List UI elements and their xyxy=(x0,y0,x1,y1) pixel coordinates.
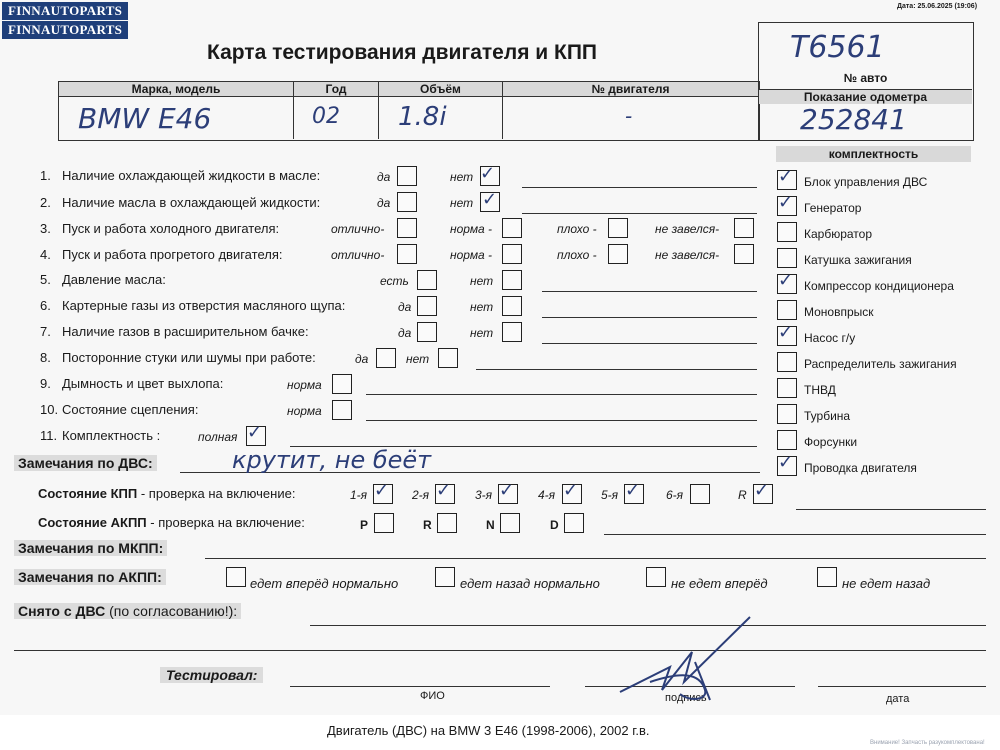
question-text: Наличие газов в расширительном бачке: xyxy=(62,324,309,339)
gear-auto-label: R xyxy=(423,518,432,532)
answer-line[interactable] xyxy=(522,187,757,188)
checkbox-q6-no[interactable] xyxy=(502,296,522,316)
gear-label: 2-я xyxy=(412,488,430,502)
remarks-auto-label: Замечания по АКПП: xyxy=(14,569,166,585)
option-excellent: отлично- xyxy=(331,222,385,236)
make-model-value[interactable]: BMW E46 xyxy=(78,102,212,135)
option-no: нет xyxy=(470,300,494,314)
completeness-item: Проводка двигателя xyxy=(804,461,917,475)
option-normal: норма xyxy=(287,404,322,418)
completeness-item: Генератор xyxy=(804,201,862,215)
question-num: 5. xyxy=(40,272,51,287)
question-num: 8. xyxy=(40,350,51,365)
removed-line[interactable] xyxy=(14,650,986,651)
answer-line[interactable] xyxy=(522,213,757,214)
gearbox-manual-label: Состояние КПП - проверка на включение: xyxy=(38,486,296,501)
checkbox-q7-no[interactable] xyxy=(502,322,522,342)
year-value[interactable]: 02 xyxy=(312,104,340,129)
gear-label: 1-я xyxy=(350,488,368,502)
removed-label: Снято с ДВС (по согласованию!): xyxy=(14,603,241,619)
checkbox-q2-yes[interactable] xyxy=(397,192,417,212)
option-yes: да xyxy=(377,196,391,210)
auto-number-header: № авто xyxy=(843,71,888,85)
option-no: нет xyxy=(406,352,430,366)
check-mark-icon: ✓ xyxy=(778,166,794,187)
completeness-item: Компрессор кондиционера xyxy=(804,279,954,293)
question-text: Состояние сцепления: xyxy=(62,402,199,417)
gearbox-line[interactable] xyxy=(796,509,986,510)
question-num: 7. xyxy=(40,324,51,339)
question-text: Давление масла: xyxy=(62,272,166,287)
answer-line[interactable] xyxy=(476,369,757,370)
option-excellent: отлично- xyxy=(331,248,385,262)
gear-auto-checkbox[interactable] xyxy=(500,513,520,533)
option-no: нет xyxy=(450,196,474,210)
question-text: Картерные газы из отверстия масляного щупа: xyxy=(62,298,346,313)
question-num: 4. xyxy=(40,247,51,262)
gear-auto-checkbox[interactable] xyxy=(374,513,394,533)
option-yes: да xyxy=(355,352,369,366)
auto-opt-checkbox[interactable] xyxy=(226,567,246,587)
question-text: Комплектность : xyxy=(62,428,161,443)
watermark: Внимание! Запчасть разукомплектована! xyxy=(870,740,985,746)
question-num: 6. xyxy=(40,298,51,313)
check-mark-icon: ✓ xyxy=(778,192,794,213)
checkbox-q5-no[interactable] xyxy=(502,270,522,290)
option-no: нет xyxy=(470,326,494,340)
checkbox-q4-normal[interactable] xyxy=(502,244,522,264)
gear-label: 6-я xyxy=(666,488,684,502)
brand-logo[interactable]: FINNAUTOPARTS xyxy=(2,2,128,20)
checkbox-q10-normal[interactable] xyxy=(332,400,352,420)
gear-auto-checkbox[interactable] xyxy=(564,513,584,533)
question-num: 11. xyxy=(40,428,58,443)
page-date: Дата: 25.06.2025 (19:06) xyxy=(897,3,978,10)
check-mark-icon: ✓ xyxy=(778,322,794,343)
gear-label: 4-я xyxy=(538,488,556,502)
gear-label: 3-я xyxy=(475,488,493,502)
option-present: есть xyxy=(380,274,409,288)
checkbox-q1-yes[interactable] xyxy=(397,166,417,186)
form-title: Карта тестирования двигателя и КПП xyxy=(207,41,598,64)
option-normal: норма - xyxy=(450,248,493,262)
completeness-item: Турбина xyxy=(804,409,851,423)
check-mark-icon: ✓ xyxy=(563,480,579,501)
check-mark-icon: ✓ xyxy=(625,480,641,501)
completeness-checkbox[interactable] xyxy=(777,430,797,450)
completeness-checkbox[interactable] xyxy=(777,248,797,268)
question-num: 9. xyxy=(40,376,51,391)
date-field-label: дата xyxy=(886,693,910,705)
fio-label: ФИО xyxy=(420,690,445,702)
gear-auto-label: P xyxy=(360,518,369,532)
option-normal: норма - xyxy=(450,222,493,236)
check-mark-icon: ✓ xyxy=(754,480,770,501)
option-normal: норма xyxy=(287,378,322,392)
volume-value[interactable]: 1.8i xyxy=(398,102,447,132)
question-num: 10. xyxy=(40,402,59,417)
gearbox-auto-line[interactable] xyxy=(604,534,986,535)
checkbox-q9-normal[interactable] xyxy=(332,374,352,394)
checkbox-q4-not-started[interactable] xyxy=(734,244,754,264)
brand-logo-secondary: FINNAUTOPARTS xyxy=(2,21,128,39)
remarks-manual-line[interactable] xyxy=(205,558,986,559)
checkbox-q4-excellent[interactable] xyxy=(397,244,417,264)
odometer-value[interactable]: 252841 xyxy=(800,103,907,136)
signature-label: подпись xyxy=(665,692,707,704)
volume-header: Объём xyxy=(379,82,502,96)
remarks-engine-value[interactable]: крутит, не беёт xyxy=(232,446,432,474)
date-line[interactable] xyxy=(818,686,986,687)
checkbox-q3-bad[interactable] xyxy=(608,218,628,238)
answer-line[interactable] xyxy=(542,317,757,318)
completeness-checkbox[interactable] xyxy=(777,404,797,424)
auto-opt-checkbox[interactable] xyxy=(817,567,837,587)
option-bad: плохо - xyxy=(557,248,597,262)
option-no: нет xyxy=(470,274,494,288)
answer-line[interactable] xyxy=(542,343,757,344)
checkbox-q8-no[interactable] xyxy=(438,348,458,368)
completeness-item: Распределитель зажигания xyxy=(804,357,957,371)
option-not-started: не завелся- xyxy=(655,248,720,262)
check-mark-icon: ✓ xyxy=(482,189,498,210)
question-num: 2. xyxy=(40,195,51,210)
completeness-header: комплектность xyxy=(776,146,971,162)
gearbox-auto-label: Состояние АКПП - проверка на включение: xyxy=(38,515,305,530)
checkbox-q3-excellent[interactable] xyxy=(397,218,417,238)
option-bad: плохо - xyxy=(557,222,597,236)
remarks-manual-label: Замечания по МКПП: xyxy=(14,540,167,556)
answer-line[interactable] xyxy=(366,420,757,421)
checkbox-q7-yes[interactable] xyxy=(417,322,437,342)
option-yes: да xyxy=(398,300,412,314)
check-mark-icon: ✓ xyxy=(778,452,794,473)
check-mark-icon: ✓ xyxy=(436,480,452,501)
question-text: Наличие масла в охлаждающей жидкости: xyxy=(62,195,321,210)
engine-number-value[interactable]: - xyxy=(625,104,633,128)
option-not-started: не завелся- xyxy=(655,222,720,236)
option-full: полная xyxy=(198,430,238,444)
completeness-item: Катушка зажигания xyxy=(804,253,912,267)
gear-label: R xyxy=(738,488,747,502)
question-text: Дымность и цвет выхлопа: xyxy=(62,376,224,391)
checkbox-q8-yes[interactable] xyxy=(376,348,396,368)
checkbox-q4-bad[interactable] xyxy=(608,244,628,264)
auto-opt-label: едет вперёд нормально xyxy=(250,576,399,591)
tested-label: Тестировал: xyxy=(160,667,263,683)
completeness-item: Насос г/у xyxy=(804,331,856,345)
year-header: Год xyxy=(294,82,378,96)
check-mark-icon: ✓ xyxy=(499,480,515,501)
completeness-checkbox[interactable] xyxy=(777,378,797,398)
remarks-engine-label: Замечания по ДВС: xyxy=(14,455,157,471)
gear-auto-checkbox[interactable] xyxy=(437,513,457,533)
completeness-checkbox[interactable] xyxy=(777,300,797,320)
signature-image xyxy=(610,612,760,707)
auto-number-value[interactable]: T6561 xyxy=(790,30,885,65)
answer-line[interactable] xyxy=(542,291,757,292)
checkbox-q5-present[interactable] xyxy=(417,270,437,290)
completeness-item: ТНВД xyxy=(804,383,836,397)
question-text: Пуск и работа холодного двигателя: xyxy=(62,221,280,236)
auto-opt-label: едет назад нормально xyxy=(460,576,600,591)
auto-opt-checkbox[interactable] xyxy=(435,567,455,587)
odometer-header: Показание одометра xyxy=(759,90,972,104)
option-no: нет xyxy=(450,170,474,184)
fio-line[interactable] xyxy=(290,686,550,687)
option-yes: да xyxy=(377,170,391,184)
check-mark-icon: ✓ xyxy=(480,163,496,184)
completeness-item: Моновпрыск xyxy=(804,305,874,319)
make-model-header: Марка, модель xyxy=(59,82,293,96)
checkbox-q3-not-started[interactable] xyxy=(734,218,754,238)
image-caption: Двигатель (ДВС) на BMW 3 E46 (1998-2006), 2002 г.в. xyxy=(327,723,650,738)
checkbox-q6-yes[interactable] xyxy=(417,296,437,316)
completeness-checkbox[interactable] xyxy=(777,352,797,372)
question-text: Посторонние стуки или шумы при работе: xyxy=(62,350,316,365)
answer-line[interactable] xyxy=(366,394,757,395)
check-mark-icon: ✓ xyxy=(778,270,794,291)
gear-label: 5-я xyxy=(601,488,619,502)
completeness-item: Форсунки xyxy=(804,435,858,449)
question-text: Наличие охлаждающей жидкости в масле: xyxy=(62,168,321,183)
completeness-checkbox[interactable] xyxy=(777,222,797,242)
question-num: 3. xyxy=(40,221,51,236)
option-yes: да xyxy=(398,326,412,340)
check-mark-icon: ✓ xyxy=(374,480,390,501)
completeness-item: Блок управления ДВС xyxy=(804,175,928,189)
auto-opt-label: не едет назад xyxy=(842,576,931,591)
auto-opt-label: не едет вперёд xyxy=(671,576,768,591)
engine-number-header: № двигателя xyxy=(503,82,758,96)
auto-opt-checkbox[interactable] xyxy=(646,567,666,587)
check-mark-icon: ✓ xyxy=(247,422,263,443)
question-text: Пуск и работа прогретого двигателя: xyxy=(62,247,283,262)
gear-auto-label: D xyxy=(550,518,559,532)
completeness-item: Карбюратор xyxy=(804,227,873,241)
checkbox-q3-normal[interactable] xyxy=(502,218,522,238)
gear-checkbox[interactable] xyxy=(690,484,710,504)
question-num: 1. xyxy=(40,168,51,183)
gear-auto-label: N xyxy=(486,518,495,532)
